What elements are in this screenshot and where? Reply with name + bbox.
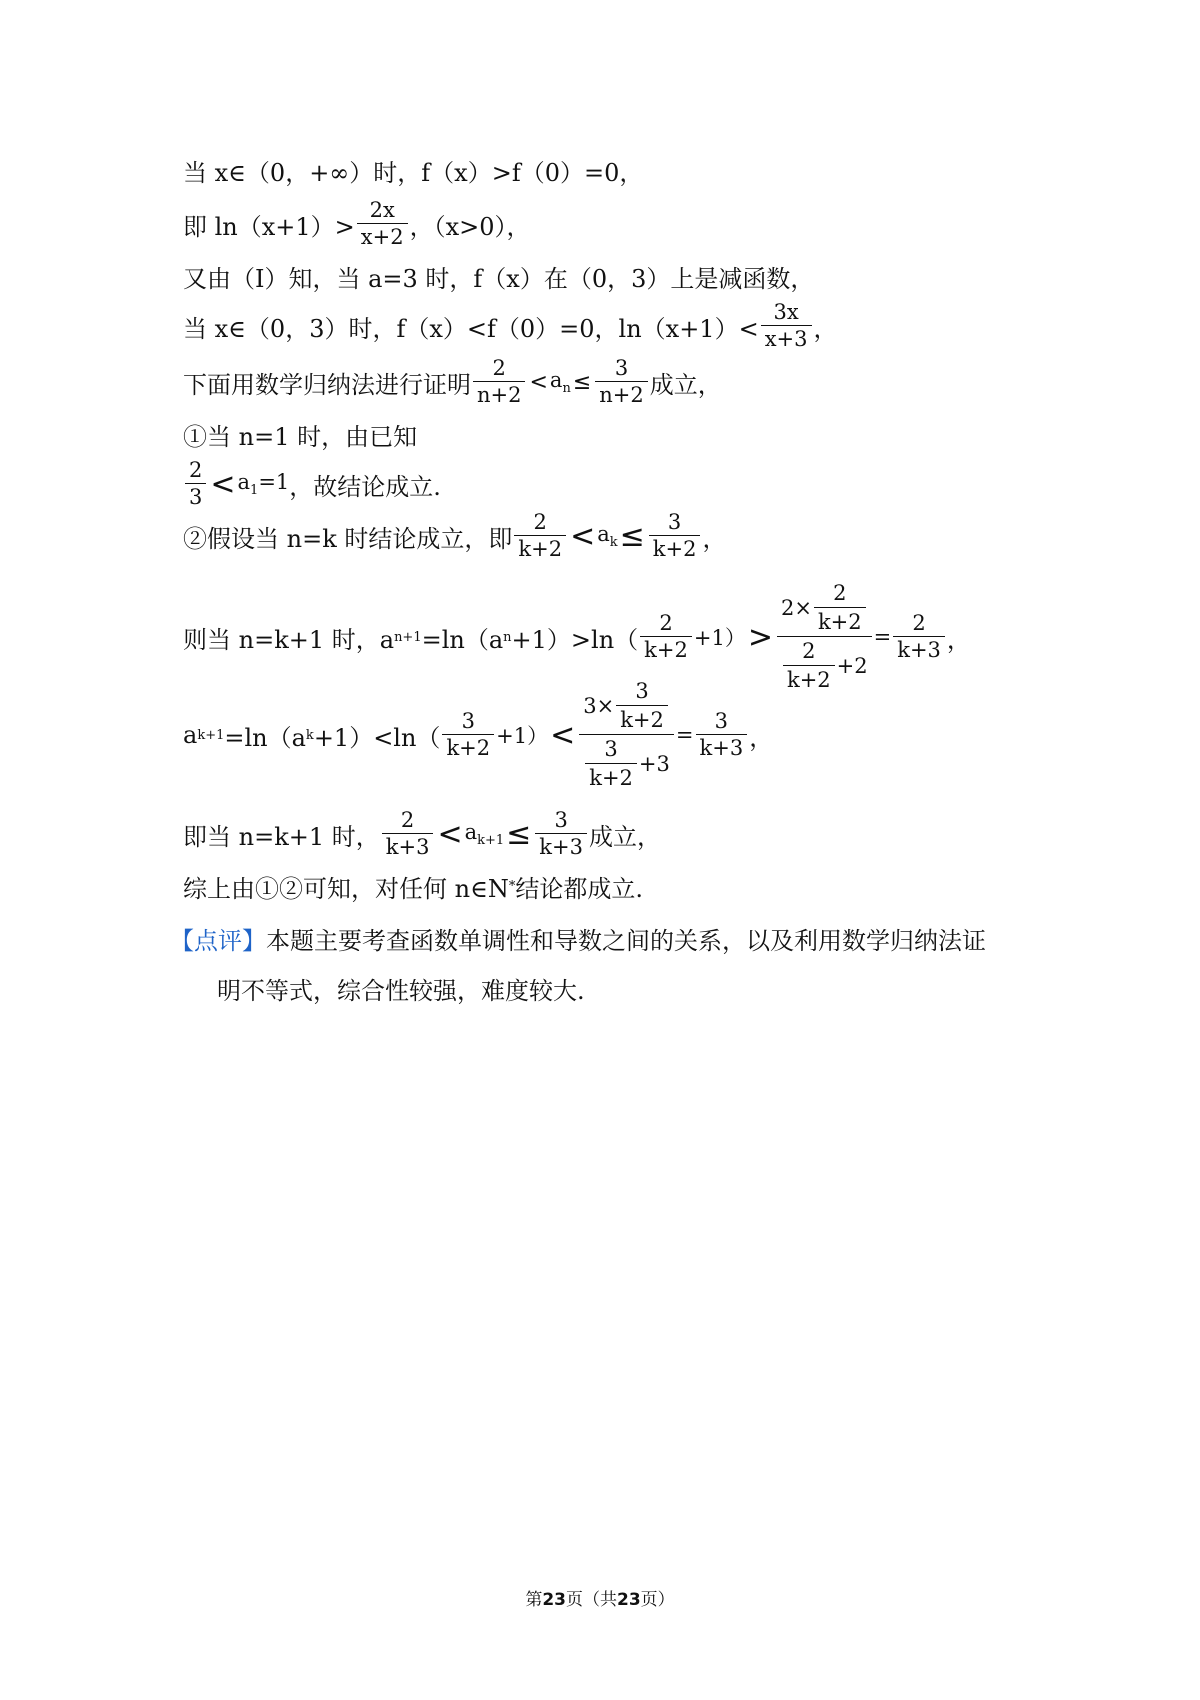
- line-5-text: 下面用数学归纳法进行证明: [183, 370, 471, 399]
- line-1: [183, 142, 643, 198]
- line-11-text: 即当 n=k+1 时，: [183, 822, 380, 851]
- term-letter: a: [549, 367, 563, 392]
- subscript-k-plus-1: k+1: [197, 727, 225, 743]
- line-9-mid1: =ln（a: [421, 625, 504, 654]
- line-10-pre: a: [183, 721, 198, 749]
- leq-symbol: ≤: [572, 369, 592, 395]
- numerator: 3: [554, 808, 568, 832]
- denominator-suffix: +3: [638, 751, 670, 776]
- denominator: k+2: [514, 535, 566, 560]
- footer-page-number: 23: [542, 1590, 566, 1610]
- line-12-post: 结论都成立.: [515, 874, 643, 903]
- line-11: [183, 806, 661, 862]
- line-8-post: ，: [702, 524, 727, 553]
- denominator: k+2: [442, 734, 494, 759]
- denominator: x+2: [357, 223, 408, 248]
- denominator: k+2: [640, 636, 692, 661]
- line-2: [183, 196, 531, 252]
- line-14: [217, 960, 585, 1016]
- leq-symbol: ≤: [506, 816, 532, 852]
- numerator: 3: [714, 709, 729, 733]
- denominator: k+3: [382, 833, 434, 858]
- fraction-3x-over-x-plus-3: [761, 302, 812, 350]
- denominator: k+3: [535, 833, 587, 858]
- footer-pre: 第: [525, 1590, 543, 1610]
- numerator: 2: [802, 639, 816, 663]
- term-subscript: 1: [250, 483, 259, 499]
- inner-fraction-top: [814, 583, 866, 633]
- less-than-symbol: <: [550, 717, 576, 753]
- line-6-text: ①当 n=1 时，由已知: [183, 422, 418, 451]
- line-10: [183, 680, 773, 790]
- numerator: 2: [659, 611, 673, 635]
- less-than-symbol: <: [529, 369, 548, 395]
- term-letter: a: [464, 819, 478, 844]
- numerator: 3: [635, 679, 649, 703]
- fraction-3-over-k-plus-3: [696, 711, 748, 759]
- denominator: k+2: [585, 763, 637, 789]
- fraction-2x-over-x-plus-2: [357, 200, 408, 248]
- term-value: =1: [258, 469, 290, 494]
- line-8: [183, 508, 726, 564]
- equals-sign: =: [675, 723, 694, 747]
- comment-text: 本题主要考查函数单调性和导数之间的关系，以及利用数学归纳法证: [266, 926, 986, 955]
- line-9-pre: 则当 n=k+1 时，a: [183, 625, 395, 654]
- fraction-2-over-k-plus-2: [640, 613, 692, 661]
- compound-denominator: [777, 636, 872, 691]
- line-10-mid1: =ln（a: [224, 723, 306, 752]
- line-12: [183, 858, 643, 914]
- inner-fraction-top: [616, 681, 668, 731]
- fraction-upper-bound: [535, 810, 587, 858]
- line-8-text: ②假设当 n=k 时结论成立，即: [183, 524, 513, 553]
- sequence-term: [550, 368, 571, 396]
- numerator: 2: [400, 808, 415, 832]
- denominator: n+2: [473, 381, 525, 406]
- subscript-n-plus-1: n+1: [394, 629, 422, 645]
- line-1-text: 当 x∈（0，+∞）时，f（x）>f（0）=0，: [183, 158, 644, 187]
- denominator: k+3: [696, 734, 748, 759]
- compound-numerator: [579, 681, 674, 734]
- line-7: [183, 456, 441, 512]
- line-10-post: ，: [749, 723, 774, 752]
- numerator: 3: [614, 356, 629, 380]
- fraction-upper-bound: [595, 358, 647, 406]
- line-13: [170, 910, 986, 966]
- term-letter: a: [597, 521, 610, 546]
- numerator: 3: [461, 709, 475, 733]
- numerator: 3: [667, 510, 682, 534]
- sequence-term: [238, 470, 290, 498]
- fraction-3-over-k-plus-2: [442, 711, 494, 759]
- footer-total-pages: 23: [617, 1590, 641, 1610]
- less-than-symbol: <: [210, 466, 236, 502]
- line-9-mid2: +1）>ln（: [511, 625, 639, 654]
- term-letter: a: [237, 469, 251, 494]
- numerator: 2x: [369, 198, 395, 222]
- line-5: [183, 354, 722, 410]
- subscript-k: k: [305, 727, 314, 743]
- inner-fraction-bottom: [585, 739, 637, 789]
- line-4-post: ，: [813, 314, 838, 343]
- numerator: 2: [189, 458, 203, 482]
- denominator: 3: [185, 483, 206, 508]
- numerator: 2: [912, 611, 926, 635]
- leq-symbol: ≤: [619, 518, 645, 554]
- fraction-2-over-k-plus-3: [893, 613, 945, 661]
- fraction-upper-bound: [649, 512, 701, 560]
- fraction-lower-bound: [382, 810, 434, 858]
- numerator-prefix: 2×: [780, 595, 812, 620]
- denominator: k+2: [649, 535, 701, 560]
- numerator: 2: [833, 581, 847, 605]
- less-than-symbol: <: [570, 518, 596, 554]
- equals-sign: =: [873, 625, 892, 649]
- line-9: [183, 582, 971, 692]
- fraction-2-over-3: [185, 460, 206, 508]
- term-subscript: n: [562, 381, 571, 397]
- numerator: 2: [533, 510, 547, 534]
- greater-than-symbol: >: [747, 619, 773, 655]
- term-subscript: k+1: [477, 833, 505, 849]
- line-11-post: 成立，: [588, 822, 661, 851]
- compound-numerator: [777, 583, 872, 636]
- numerator: 3x: [773, 300, 799, 324]
- denominator: k+2: [616, 705, 668, 731]
- line-2-text: 即 ln（x+1）>: [183, 212, 355, 241]
- denominator: n+2: [595, 381, 647, 406]
- line-2-post: ，（x>0），: [409, 212, 531, 241]
- fraction-lower-bound: [514, 512, 566, 560]
- line-12-text: 综上由①②可知，对任何 n∈N: [183, 874, 509, 903]
- plus-one: +1）: [496, 724, 549, 748]
- numerator-prefix: 3×: [583, 693, 615, 718]
- less-than-symbol: <: [437, 816, 463, 852]
- line-7-post: ，故结论成立.: [289, 472, 441, 501]
- line-4-text: 当 x∈（0，3）时，f（x）<f（0）=0，ln（x+1）<: [183, 314, 759, 343]
- denominator: k+2: [814, 607, 866, 633]
- sequence-term: [597, 522, 617, 550]
- footer-post: 页）: [640, 1590, 675, 1610]
- fraction-lower-bound: [473, 358, 525, 406]
- line-5-post: 成立，: [649, 370, 722, 399]
- denominator: k+3: [893, 636, 945, 661]
- comment-text-continued: 明不等式，综合性较强，难度较大.: [217, 976, 585, 1005]
- compound-fraction: [579, 681, 674, 789]
- line-3-text: 又由（Ⅰ）知，当 a=3 时，f（x）在（0，3）上是减函数，: [183, 264, 815, 293]
- line-4: [183, 298, 838, 354]
- line-10-mid2: +1）<ln（: [313, 723, 441, 752]
- numerator: 2: [492, 356, 506, 380]
- denominator: x+3: [761, 325, 812, 350]
- term-subscript: k: [609, 535, 618, 551]
- denominator-suffix: +2: [836, 653, 868, 678]
- plus-one: +1）: [693, 626, 746, 650]
- subscript-n: n: [503, 629, 512, 645]
- line-3: [183, 248, 814, 304]
- footer-mid: 页（共: [566, 1590, 617, 1610]
- line-9-post: ，: [946, 625, 971, 654]
- numerator: 3: [604, 737, 618, 761]
- page-footer: [0, 1585, 1200, 1610]
- line-6: [183, 406, 417, 462]
- comment-tag: 【点评】: [170, 926, 266, 955]
- compound-fraction: [777, 583, 872, 691]
- sequence-term: [465, 820, 505, 848]
- inner-fraction-bottom: [783, 641, 835, 691]
- denominator: k+2: [783, 665, 835, 691]
- compound-denominator: [579, 734, 674, 789]
- superscript-star: *: [508, 878, 516, 894]
